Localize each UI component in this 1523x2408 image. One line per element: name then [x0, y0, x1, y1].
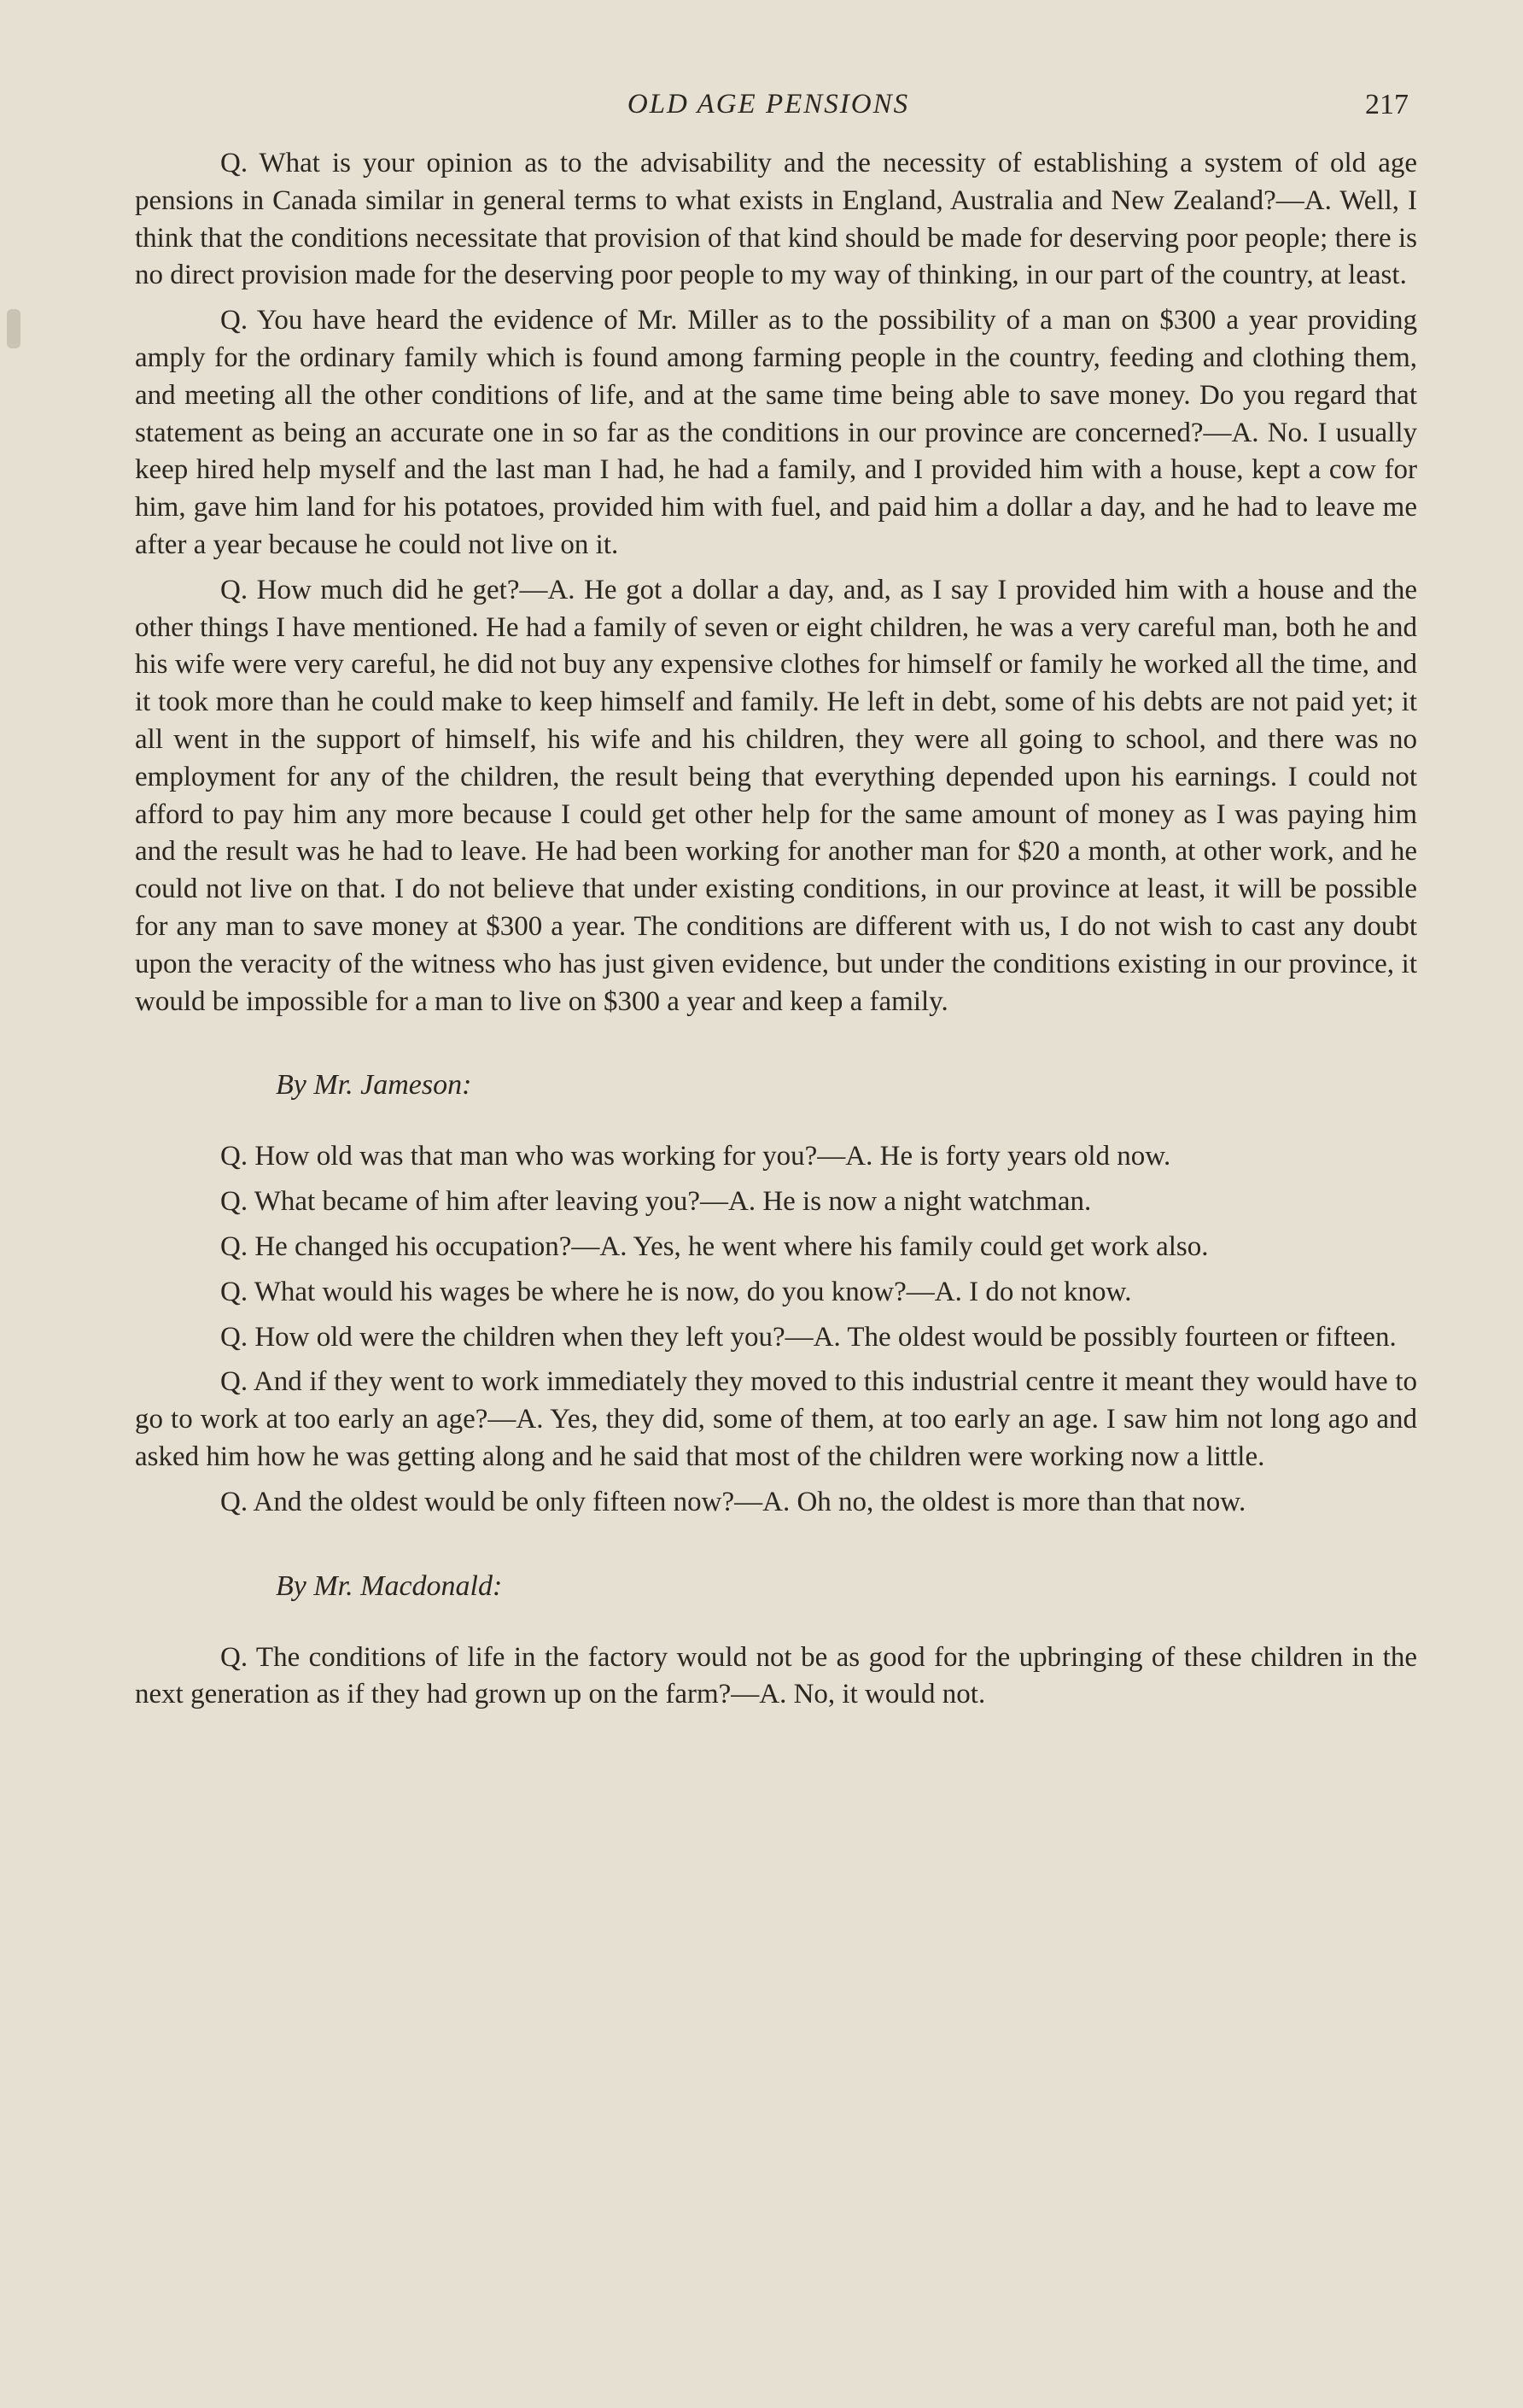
paragraph: Q. What would his wages be where he is now, do you know?—A. I do not know.: [220, 1276, 1132, 1307]
paragraph: Q. And the oldest would be only fifteen now?—A. Oh no, the oldest is more than that now.: [220, 1486, 1246, 1517]
running-title: OLD AGE PENSIONS: [627, 89, 910, 120]
paragraph: Q. You have heard the evidence of Mr. Miller as to the possibility of a man on $300 a year providing amply for the ordinary family which is found among farming people in the country, feeding and clothing them, and meeting all the other conditions of life, and at the same time being able to save money. Do you regard that statement as being an accurate one in so far as the conditions in our province are concerned?—A. No. I usually keep hired help myself and the last man I had, he had a family, and I provided him with a house, kept a cow for him, gave him land for his potatoes, provided him with fuel, and paid him a dollar a day, and he had to leave me after a year because he could not live on it.: [135, 305, 1417, 560]
speaker-heading: By Mr. Jameson:: [276, 1069, 472, 1102]
paragraph: Q. What became of him after leaving you?—A. He is now a night watchman.: [220, 1186, 1092, 1218]
paragraph: Q. How old was that man who was working for you?—A. He is forty years old now.: [220, 1141, 1171, 1172]
paragraph: Q. He changed his occupation?—A. Yes, he went where his family could get work also.: [220, 1230, 1209, 1262]
paragraph: Q. And if they went to work immediately they moved to this industrial centre it meant they would have to go to work at too early an age?—A. Yes, they did, some of them, at too early an age. I saw him not long ago and asked him how he was getting along and he said that most of the children were working now a little.: [135, 1366, 1417, 1472]
page-header: [128, 89, 1409, 132]
paragraph: Q. How much did he get?—A. He got a dollar a day, and, as I say I provided him with a house and the other things I have mentioned. He had a family of seven or eight children, he was a very careful man, both he and his wife were very careful, he did not buy any expensive clothes for himself or family he worked all the time, and it took more than he could make to keep himself and family. He left in debt, some of his debts are not paid yet; it all went in the support of himself, his wife and his children, they were all going to school, and there was no employment for any of the children, the result being that everything depended upon his earnings. I could not afford to pay him any more because I could get other help for the same amount of money as I was paying him and the result was he had to leave. He had been working for another man for $20 a month, at other work, and he could not live on that. I do not believe that under existing conditions, in our province at least, it will be possible for any man to save money at $300 a year. The conditions are different with us, I do not wish to cast any doubt upon the veracity of the witness who has just given evidence, but under the conditions existing in our province, it would be impossible for a man to live on $300 a year and keep a family.: [135, 574, 1417, 1017]
document-body: [135, 145, 1417, 1721]
page-binding-mark: [7, 309, 20, 348]
paragraph: Q. How old were the children when they left you?—A. The oldest would be possibly fourteen or fifteen.: [220, 1321, 1397, 1353]
speaker-heading: By Mr. Macdonald:: [276, 1569, 503, 1602]
page-number: 217: [1365, 89, 1409, 120]
paragraph: Q. What is your opinion as to the advisability and the necessity of establishing a system of old age pensions in Canada similar in general terms to what exists in England, Australia and New Zealand?—A. Well, I think that the conditions necessitate that provision of that kind should be made for deserving poor people; there is no direct provision made for the deserving poor people to my way of thinking, in our part of the country, at least.: [135, 148, 1417, 291]
paragraph: Q. The conditions of life in the factory would not be as good for the upbringing of these children in the next generation as if they had grown up on the farm?—A. No, it would not.: [135, 1641, 1417, 1710]
